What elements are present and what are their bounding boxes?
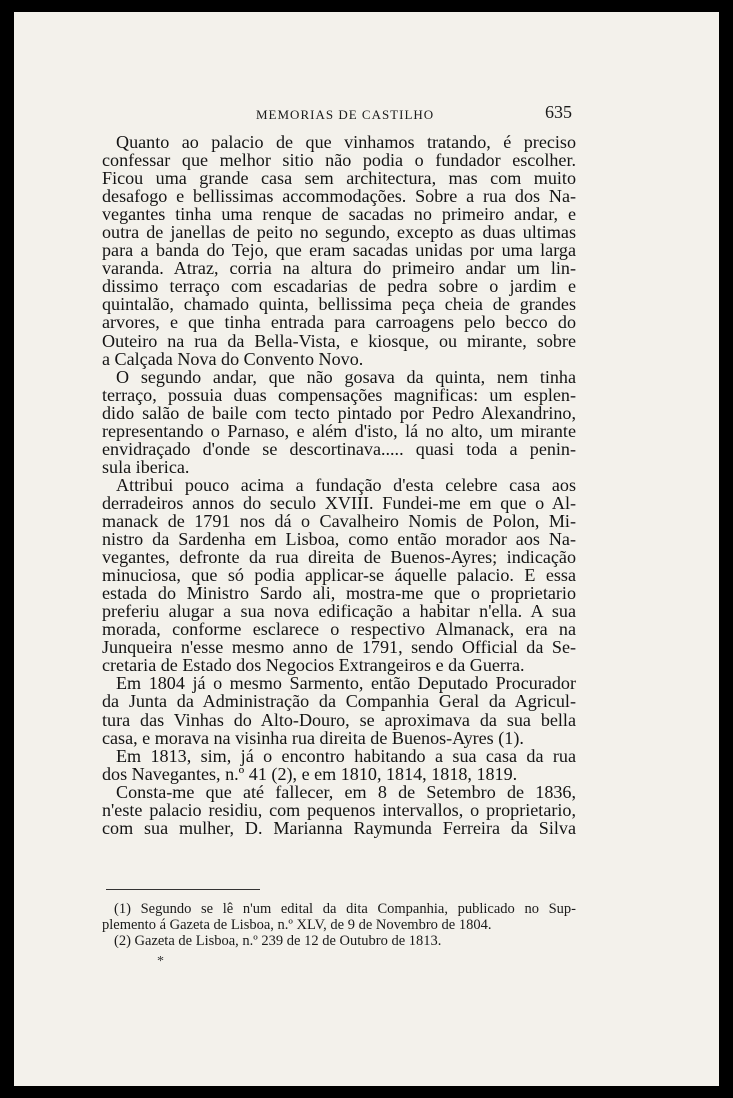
text-line: a Calçada Nova do Convento Novo. — [102, 348, 364, 369]
text-line: preferiu alugar a sua nova edificação a habitar n'ella. A sua — [102, 601, 576, 622]
text-line: dido salão de baile com tecto pintado por Pedro Alexandrino, — [102, 402, 576, 423]
text-line: com sua mulher, D. Marianna Raymunda Ferreira da Silva — [102, 817, 576, 838]
text-line: n'este palacio residiu, com pequenos intervallos, o proprietario, — [102, 799, 576, 820]
text-line: dos Navegantes, n.º 41 (2), e em 1810, 1814, 1818, 1819. — [102, 763, 518, 784]
text-line: nistro da Sardenha em Lisboa, como então morador aos Na- — [102, 529, 576, 550]
text-line: sula iberica. — [102, 456, 190, 477]
text-line: Em 1804 já o mesmo Sarmento, então Deputado Procurador — [116, 673, 576, 694]
text-line: O segundo andar, que não gosava da quinta, nem tinha — [116, 366, 576, 387]
text-line: varanda. Atraz, corria na altura do primeiro andar um lin- — [102, 258, 576, 279]
text-line: tura das Vinhas do Alto-Douro, se aproximava da sua bella — [102, 709, 576, 730]
body-text — [102, 133, 576, 837]
footnotes — [102, 901, 576, 949]
text-line: outra de janellas de peito no segundo, excepto as duas ultimas — [102, 222, 576, 243]
running-head: MEMORIAS DE CASTILHO — [256, 107, 435, 122]
text-line: Junqueira n'esse mesmo anno de 1791, sendo Official da Se- — [102, 637, 576, 658]
text-line: estada do Ministro Sardo ali, mostra-me que o proprietario — [102, 583, 576, 604]
text-line: representando o Parnaso, e além d'isto, lá no alto, um mirante — [102, 420, 576, 441]
text-line: Quanto ao palacio de que vinhamos tratando, é preciso — [116, 132, 576, 152]
page-number: 635 — [545, 102, 572, 122]
text-line: Ficou uma grande casa sem architectura, mas com muito — [102, 168, 576, 189]
footnote-line: plemento á Gazeta de Lisboa, n.º XLV, de 9 de Novembro de 1804. — [102, 917, 492, 933]
text-line: quintalão, chamado quinta, bellissima peça cheia de grandes — [102, 294, 576, 315]
text-line: dissimo terraço com escadarias de pedra sobre o jardim e — [102, 276, 576, 297]
text-line: envidraçado d'onde se descortinava..... quasi toda a penin- — [102, 438, 576, 459]
text-line: terraço, possuia duas compensações magnificas: um esplen- — [102, 384, 576, 405]
text-line: Attribui pouco acima a fundação d'esta celebre casa aos — [116, 474, 576, 495]
text-line: derradeiros annos do seculo XVIII. Fundei-me em que o Al- — [102, 492, 576, 513]
footnote-divider — [106, 889, 260, 890]
book-page — [14, 12, 719, 1086]
asterisk-ornament: * — [157, 954, 164, 969]
text-line: da Junta da Administração da Companhia Geral da Agricul- — [102, 691, 576, 712]
text-line: confessar que melhor sitio não podia o fundador escolher. — [102, 150, 576, 171]
text-line: Consta-me que até fallecer, em 8 de Setembro de 1836, — [116, 781, 576, 802]
footnote-line: (1) Segundo se lê n'um edital da dita Companhia, publicado no Sup- — [114, 901, 576, 917]
text-line: desafogo e bellissimas accommodações. Sobre a rua dos Na- — [102, 186, 576, 207]
text-line: para a banda do Tejo, que eram sacadas unidas por uma larga — [102, 240, 576, 261]
text-line: vegantes tinha uma renque de sacadas no primeiro andar, e — [102, 204, 576, 225]
text-line: minuciosa, que só podia applicar-se áquelle palacio. E essa — [102, 565, 576, 586]
text-line: cretaria de Estado dos Negocios Extrangeiros e da Guerra. — [102, 655, 525, 676]
text-line: morada, conforme esclarece o respectivo Almanack, era na — [102, 619, 576, 640]
text-line: casa, e morava na visinha rua direita de Buenos-Ayres (1). — [102, 727, 524, 748]
footnote-line: (2) Gazeta de Lisboa, n.º 239 de 12 de Outubro de 1813. — [114, 933, 442, 949]
text-line: Em 1813, sim, já o encontro habitando a sua casa da rua — [116, 745, 576, 766]
text-line: arvores, e que tinha entrada para carroagens pelo becco do — [102, 312, 576, 333]
text-line: vegantes, defronte da rua direita de Buenos-Ayres; indicação — [102, 547, 576, 568]
text-line: Outeiro na rua da Bella-Vista, e kiosque, ou mirante, sobre — [102, 330, 576, 351]
text-line: manack de 1791 nos dá o Cavalheiro Nomis de Polon, Mi- — [102, 510, 576, 531]
